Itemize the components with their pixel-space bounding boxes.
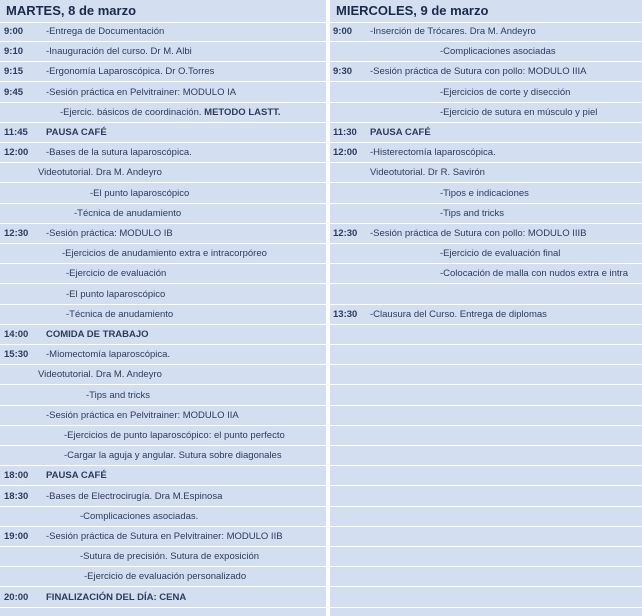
schedule-row bbox=[0, 426, 326, 446]
activity-text bbox=[74, 208, 181, 219]
activity-text bbox=[46, 531, 283, 542]
activity-text-bold: PAUSA CAFÉ bbox=[46, 470, 107, 482]
activity-text-main: Videotutorial. Dra M. Andeyro bbox=[38, 167, 162, 179]
activity-text bbox=[46, 87, 236, 98]
schedule-row bbox=[0, 143, 326, 163]
schedule-row bbox=[330, 426, 642, 446]
activity-text bbox=[440, 46, 556, 57]
schedule-row bbox=[0, 406, 326, 426]
schedule-row bbox=[0, 588, 326, 608]
schedule-row bbox=[330, 345, 642, 365]
schedule-row bbox=[330, 446, 642, 466]
schedule-row bbox=[0, 22, 326, 42]
schedule-row bbox=[0, 527, 326, 547]
time-label: 9:00 bbox=[333, 26, 353, 37]
activity-text bbox=[46, 329, 149, 340]
time-label: 9:30 bbox=[333, 66, 353, 78]
activity-text-bold: PAUSA CAFÉ bbox=[370, 127, 431, 138]
activity-text-main: -Ejercic. básicos de coordinación. bbox=[60, 106, 205, 118]
schedule-row bbox=[0, 42, 326, 62]
activity-text bbox=[46, 147, 192, 158]
activity-text-main: -Ejercicio de evaluación final bbox=[440, 248, 561, 260]
activity-text-main: -Inserción de Trócares. Dra M. Andeyro bbox=[370, 26, 536, 37]
wednesday-header bbox=[330, 0, 642, 23]
activity-text bbox=[440, 188, 529, 199]
activity-text-main: -El punto laparoscópico bbox=[66, 288, 166, 300]
activity-text bbox=[38, 369, 162, 380]
schedule-row bbox=[330, 386, 642, 406]
activity-text bbox=[64, 430, 285, 441]
activity-text-main: -Sesión práctica de Sutura en Pelvitrainer: MODULO IIB bbox=[46, 531, 283, 542]
activity-text bbox=[370, 147, 496, 158]
schedule-row bbox=[330, 22, 642, 42]
activity-text bbox=[46, 46, 192, 57]
activity-text bbox=[370, 228, 587, 239]
activity-text-main: -Bases de Electrocirugía. Dra M.Espinosa bbox=[46, 490, 223, 502]
time-label: 18:00 bbox=[4, 470, 29, 482]
activity-text-main: -Cargar la aguja y angular. Sutura sobre diagonales bbox=[64, 450, 282, 462]
time-label: 9:15 bbox=[4, 66, 24, 78]
activity-text-bold-suffix: METODO LASTT. bbox=[204, 106, 281, 118]
activity-text bbox=[46, 491, 222, 502]
schedule-row bbox=[0, 567, 326, 587]
activity-text-main: -Bases de la sutura laparoscópica. bbox=[46, 147, 192, 159]
activity-text-main: Videotutorial. Dra M. Andeyro bbox=[38, 369, 162, 381]
activity-text-main: -Clausura del Curso. Entrega de diplomas bbox=[370, 308, 547, 320]
activity-text-bold: PAUSA CAFÉ bbox=[46, 127, 107, 138]
activity-text-main: -Sesión práctica en Pelvitrainer: MODULO IIA bbox=[46, 409, 239, 421]
schedule-row bbox=[330, 567, 642, 587]
schedule-row bbox=[330, 123, 642, 143]
schedule-row bbox=[330, 507, 642, 527]
activity-text bbox=[62, 248, 267, 259]
schedule-row bbox=[0, 184, 326, 204]
schedule-row bbox=[330, 244, 642, 264]
activity-text-main: -Sesión práctica de Sutura con pollo: MODULO IIIA bbox=[370, 66, 587, 78]
time-label: 15:30 bbox=[4, 349, 29, 361]
schedule-row bbox=[0, 163, 326, 183]
activity-text bbox=[440, 248, 560, 259]
schedule-row bbox=[0, 325, 326, 345]
activity-text bbox=[370, 309, 547, 320]
time-label: 19:00 bbox=[4, 531, 29, 542]
activity-text bbox=[46, 127, 107, 138]
schedule-row bbox=[330, 204, 642, 224]
tuesday-title: MARTES, 8 de marzo bbox=[6, 3, 137, 18]
schedule-row bbox=[0, 345, 326, 365]
schedule-row bbox=[0, 446, 326, 466]
schedule-row bbox=[0, 466, 326, 486]
schedule-row bbox=[0, 487, 326, 507]
time-label: 9:45 bbox=[4, 86, 24, 98]
schedule-row bbox=[330, 305, 642, 325]
activity-text bbox=[440, 107, 597, 118]
activity-text bbox=[46, 410, 239, 421]
time-label: 14:00 bbox=[4, 329, 29, 340]
activity-text bbox=[38, 167, 162, 178]
activity-text-main: -Ejercicio de sutura en músculo y piel bbox=[440, 106, 598, 118]
schedule-row bbox=[330, 62, 642, 82]
time-label: 9:00 bbox=[4, 26, 24, 37]
activity-text bbox=[66, 289, 165, 300]
activity-text bbox=[64, 450, 282, 461]
schedule-row bbox=[330, 406, 642, 426]
schedule-row bbox=[0, 103, 326, 123]
time-label: 20:00 bbox=[4, 591, 29, 603]
schedule-row bbox=[330, 143, 642, 163]
activity-text-main: -Complicaciones asociadas. bbox=[80, 510, 199, 522]
time-label: 11:30 bbox=[333, 127, 357, 138]
schedule-row bbox=[330, 264, 642, 284]
schedule-row bbox=[330, 365, 642, 385]
wednesday-column bbox=[330, 0, 642, 616]
schedule-row bbox=[0, 62, 326, 82]
activity-text-main: -Ejercicios de punto laparoscópico: el punto perfecto bbox=[64, 430, 285, 441]
activity-text-main: -Inauguración del curso. Dr M. Albi bbox=[46, 46, 192, 58]
activity-text bbox=[46, 349, 170, 360]
time-label: 11:45 bbox=[4, 127, 28, 138]
activity-text bbox=[66, 268, 166, 279]
schedule-row bbox=[330, 487, 642, 507]
schedule-row bbox=[330, 325, 642, 345]
activity-text-main: -Ejercicio de evaluación bbox=[66, 268, 167, 280]
activity-text-main: -Complicaciones asociadas bbox=[440, 46, 556, 58]
time-label: 9:10 bbox=[4, 46, 24, 58]
activity-text-bold: FINALIZACIÓN DEL DÍA: CENA bbox=[46, 591, 187, 603]
activity-text-main: -Ejercicio de evaluación personalizado bbox=[84, 571, 247, 583]
activity-text-main: -Sutura de precisión. Sutura de exposición bbox=[80, 551, 260, 563]
time-label: 12:00 bbox=[333, 147, 358, 159]
activity-text-main: -Tips and tricks bbox=[440, 207, 505, 219]
activity-text-main: -Ergonomía Laparoscópica. Dr O.Torres bbox=[46, 66, 215, 78]
schedule-row bbox=[0, 365, 326, 385]
activity-text-main: -El punto laparoscópico bbox=[90, 187, 190, 199]
schedule-row bbox=[0, 83, 326, 103]
activity-text bbox=[440, 208, 504, 219]
activity-text bbox=[84, 571, 246, 582]
schedule-row bbox=[330, 83, 642, 103]
schedule-row bbox=[0, 285, 326, 305]
schedule-row bbox=[330, 42, 642, 62]
activity-text bbox=[46, 470, 107, 481]
activity-text bbox=[440, 268, 628, 279]
schedule-row bbox=[0, 264, 326, 284]
activity-text bbox=[46, 66, 214, 77]
schedule-row bbox=[330, 184, 642, 204]
schedule-row bbox=[330, 588, 642, 608]
time-label: 12:30 bbox=[333, 228, 358, 239]
activity-text-main: -Miomectomía laparoscópica. bbox=[46, 349, 171, 361]
activity-text bbox=[370, 127, 431, 138]
schedule-row bbox=[0, 224, 326, 244]
activity-text bbox=[86, 390, 150, 401]
schedule-row bbox=[0, 386, 326, 406]
activity-text-main: -Histerectomía laparoscópica. bbox=[370, 147, 496, 159]
tuesday-header bbox=[0, 0, 326, 23]
activity-text-main: -Tipos e indicaciones bbox=[440, 187, 529, 199]
time-label: 13:30 bbox=[333, 308, 358, 320]
activity-text-main: -Sesión práctica de Sutura con pollo: MODULO IIIB bbox=[370, 228, 587, 239]
activity-text bbox=[80, 511, 198, 522]
activity-text bbox=[90, 188, 189, 199]
activity-text-main: -Ejercicios de corte y disección bbox=[440, 86, 571, 98]
activity-text-main: -Sesión práctica en Pelvitrainer: MODULO IA bbox=[46, 86, 237, 98]
activity-text-main: Videotutorial. Dr R. Savirón bbox=[370, 167, 485, 179]
activity-text bbox=[440, 87, 570, 98]
schedule-row bbox=[0, 507, 326, 527]
activity-text-main: -Ejercicios de anudamiento extra e intracorpóreo bbox=[62, 248, 267, 260]
activity-text-main: -Sesión práctica: MODULO IB bbox=[46, 228, 173, 239]
activity-text-main: -Colocación de malla con nudos extra e intra bbox=[440, 268, 628, 280]
time-label: 18:30 bbox=[4, 490, 29, 502]
schedule-row bbox=[0, 123, 326, 143]
time-label: 12:00 bbox=[4, 147, 29, 159]
schedule-row bbox=[330, 103, 642, 123]
activity-text bbox=[370, 167, 485, 178]
activity-text-main: -Técnica de anudamiento bbox=[66, 308, 174, 320]
activity-text-bold: COMIDA DE TRABAJO bbox=[46, 329, 149, 340]
schedule-row bbox=[330, 527, 642, 547]
activity-text bbox=[66, 309, 173, 320]
activity-text bbox=[80, 551, 259, 562]
schedule-row bbox=[0, 305, 326, 325]
schedule-row bbox=[330, 224, 642, 244]
activity-text bbox=[46, 592, 186, 603]
schedule-row bbox=[330, 163, 642, 183]
schedule-row bbox=[0, 547, 326, 567]
activity-text bbox=[60, 107, 281, 118]
activity-text-main: -Tips and tricks bbox=[86, 389, 151, 401]
activity-text bbox=[46, 228, 173, 239]
time-label: 12:30 bbox=[4, 228, 29, 239]
activity-text bbox=[370, 66, 587, 77]
schedule-row bbox=[330, 466, 642, 486]
schedule-row bbox=[0, 204, 326, 224]
activity-text-main: -Técnica de anudamiento bbox=[74, 207, 182, 219]
activity-text-main: -Entrega de Documentación bbox=[46, 26, 165, 37]
wednesday-title: MIERCOLES, 9 de marzo bbox=[336, 3, 489, 18]
schedule-row bbox=[330, 285, 642, 305]
activity-text bbox=[46, 26, 164, 37]
schedule-row bbox=[0, 244, 326, 264]
schedule-row bbox=[330, 547, 642, 567]
activity-text bbox=[370, 26, 536, 37]
